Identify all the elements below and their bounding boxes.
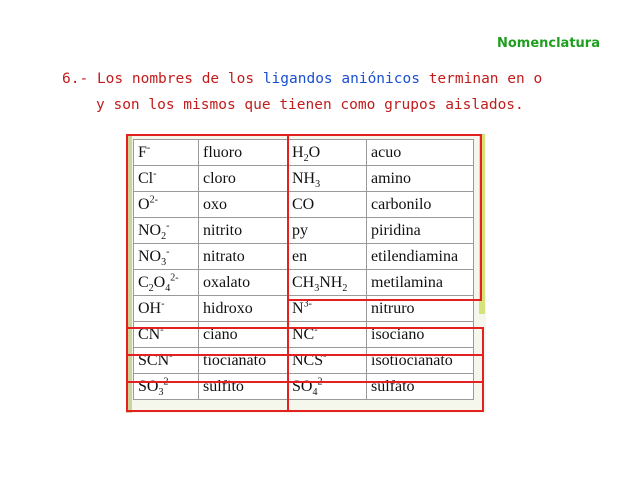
name-other: piridina [367,218,474,244]
highlight-box-sulfite [126,381,484,412]
formula-anionic: F- [134,140,199,166]
name-other: etilendiamina [367,244,474,270]
formula-anionic: $NO_2^-$ [134,218,199,244]
name-anionic: sulfito [199,374,288,400]
name-other: carbonilo [367,192,474,218]
name-other: isotiocianato [367,348,474,374]
rule-part2: terminan en o [428,71,543,87]
formula-anionic: OH- [134,296,199,322]
highlight-box-thiocyanate [126,354,484,383]
name-other: amino [367,166,474,192]
rule-number: 6.- [62,71,89,87]
name-other: sulfato [367,374,474,400]
rule-line2: y son los mismos que tienen como grupos aislados. [96,97,524,113]
name-anionic: cloro [199,166,288,192]
formula-other: $N^{3-}$ [288,296,367,322]
formula-anionic: Cl- [134,166,199,192]
name-anionic: nitrato [199,244,288,270]
name-anionic: hidroxo [199,296,288,322]
formula-anionic: $NO_3^-$ [134,244,199,270]
formula-other: $CH_3NH_2$ [288,270,367,296]
formula-other: py [288,218,367,244]
formula-anionic: $C_2O_4^{2-}$ [134,270,199,296]
name-anionic: ciano [199,322,288,348]
name-anionic: fluoro [199,140,288,166]
formula-anionic: $SO_3^{2-}$ [134,374,199,400]
formula-other: $SO_4^{2-}$ [288,374,367,400]
formula-other: NCS- [288,348,367,374]
formula-other: CO [288,192,367,218]
rule-part1: Los nombres de los [96,71,255,87]
name-anionic: nitrito [199,218,288,244]
name-other: acuo [367,140,474,166]
formula-other: NC- [288,322,367,348]
formula-other: $NH_3$ [288,166,367,192]
highlight-box-cyanide [126,327,484,356]
formula-other: $H_2O$ [288,140,367,166]
name-other: isociano [367,322,474,348]
rule-highlight: ligandos aniónicos [262,71,420,87]
formula-anionic: CN- [134,322,199,348]
formula-anionic: SCN- [134,348,199,374]
name-anionic: tiocianato [199,348,288,374]
name-other: metilamina [367,270,474,296]
name-anionic: oxo [199,192,288,218]
name-other: nitruro [367,296,474,322]
highlight-box-neutral [287,134,482,301]
formula-other: en [288,244,367,270]
formula-anionic: $O^{2-}$ [134,192,199,218]
header-title: Nomenclatura [496,36,600,51]
rule-text [62,66,622,118]
name-anionic: oxalato [199,270,288,296]
